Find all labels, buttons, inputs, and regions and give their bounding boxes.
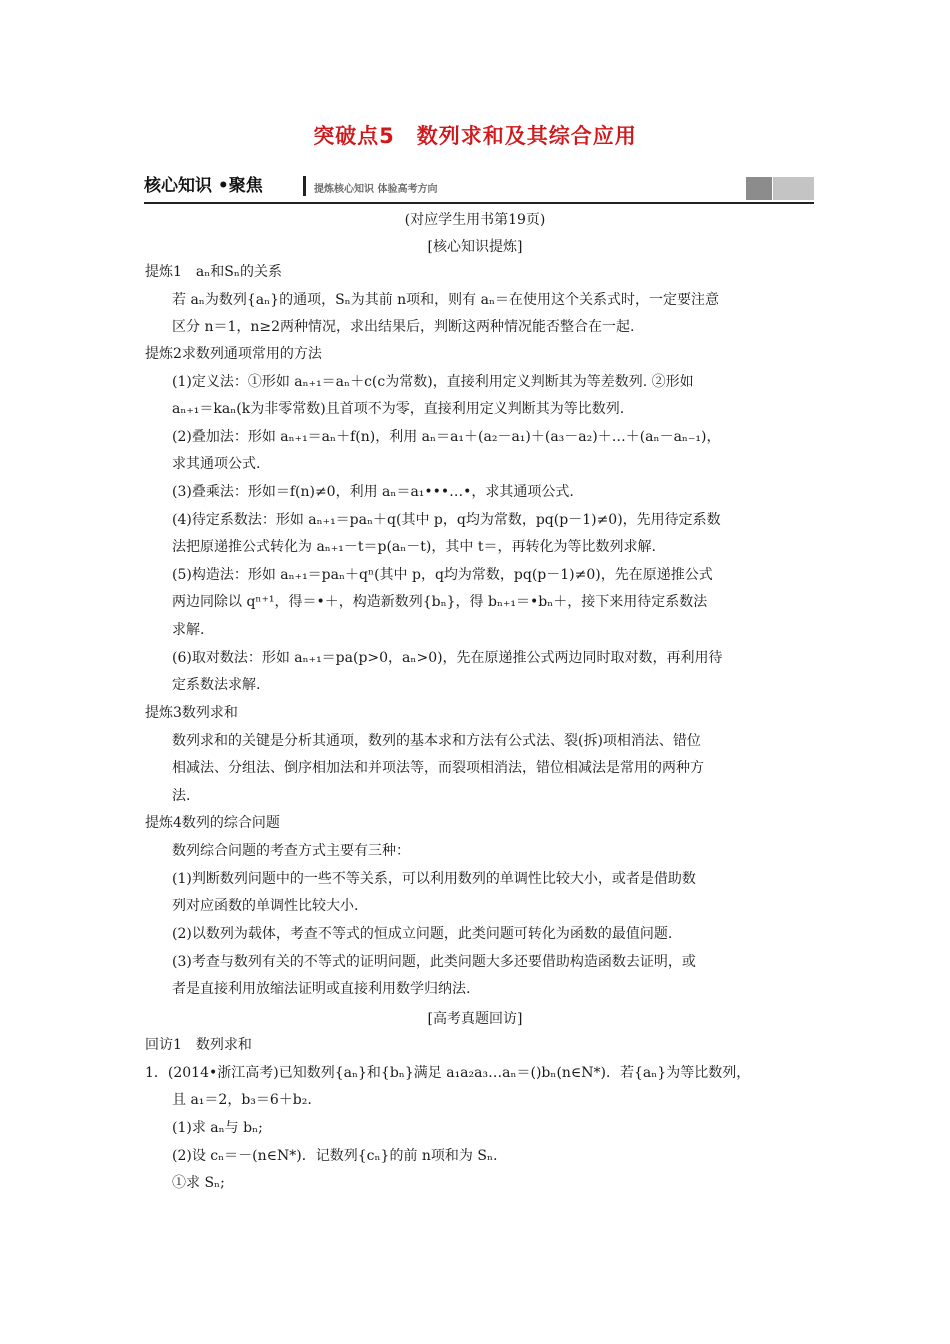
- paragraph-line: (3)考查与数列有关的不等式的证明问题，此类问题大多还要借助构造函数去证明，或: [172, 954, 696, 970]
- problem-line: 且 a₁＝2，b₃＝6＋b₂.: [172, 1092, 312, 1108]
- paragraph-line: 定系数法求解.: [172, 677, 261, 693]
- paragraph-line: 数列综合问题的考查方式主要有三种：: [172, 843, 410, 859]
- paragraph-line: 求解.: [172, 622, 205, 638]
- heading-tilian-4: 提炼4数列的综合问题: [145, 815, 280, 831]
- problem-line: (1)求 aₙ与 bₙ;: [172, 1120, 263, 1136]
- paragraph-line: (6)取对数法：形如 aₙ₊₁＝pa(p>0，aₙ>0)，先在原递推公式两边同时取对数，再利用待: [172, 650, 723, 666]
- paragraph-line: 两边同除以 qⁿ⁺¹，得＝•＋，构造新数列{bₙ}，得 bₙ₊₁＝•bₙ＋，接下来用待定系数法: [172, 594, 708, 610]
- paragraph-line: 者是直接利用放缩法证明或直接利用数学归纳法.: [172, 981, 471, 997]
- paragraph-line: 相减法、分组法、倒序相加法和并项法等，而裂项相消法，错位相减法是常用的两种方: [172, 760, 704, 776]
- paragraph-line: (1)定义法：①形如 aₙ₊₁＝aₙ＋c(c为常数)，直接利用定义判断其为等差数列. ②形如: [172, 374, 694, 390]
- paragraph-line: 区分 n＝1，n≥2两种情况，求出结果后，判断这两种情况能否整合在一起.: [172, 319, 635, 335]
- paragraph-line: 列对应函数的单调性比较大小.: [172, 898, 359, 914]
- section-heading-exam: [高考真题回访]: [427, 1011, 523, 1027]
- heading-tilian-3: 提炼3数列求和: [145, 705, 238, 721]
- paragraph-line: (2)叠加法：形如 aₙ₊₁＝aₙ＋f(n)，利用 aₙ＝a₁＋(a₂－a₁)＋(a₃－a₂)＋…＋(aₙ－aₙ₋₁)，: [172, 429, 721, 445]
- paragraph-line: (1)判断数列问题中的一些不等关系，可以利用数列的单调性比较大小，或者是借助数: [172, 871, 696, 887]
- header-bar-block-light: [773, 177, 814, 200]
- header-bar-block-dark: [746, 177, 772, 200]
- paragraph-line: (3)叠乘法：形如＝f(n)≠0，利用 aₙ＝a₁•••…•，求其通项公式.: [172, 484, 574, 500]
- paragraph-line: aₙ₊₁＝kaₙ(k为非零常数)且首项不为零，直接利用定义判断其为等比数列.: [172, 401, 625, 417]
- paragraph-line: (4)待定系数法：形如 aₙ₊₁＝paₙ＋q(其中 p，q均为常数，pq(p－1)≠0)，先用待定系数: [172, 512, 721, 528]
- paragraph-line: 数列求和的关键是分析其通项，数列的基本求和方法有公式法、裂(拆)项相消法、错位: [172, 733, 701, 749]
- heading-tilian-2: 提炼2求数列通项常用的方法: [145, 346, 322, 362]
- page-title: 突破点5 数列求和及其综合应用: [313, 124, 637, 148]
- problem-line: 1．(2014•浙江高考)已知数列{aₙ}和{bₙ}满足 a₁a₂a₃…aₙ＝()bₙ(n∈N*)．若{aₙ}为等比数列，: [145, 1065, 751, 1081]
- problem-line: ①求 Sₙ;: [172, 1175, 225, 1191]
- header-bar-sub: 提炼核心知识 体验高考方向: [314, 184, 438, 195]
- problem-line: (2)设 cₙ＝－(n∈N*)．记数列{cₙ}的前 n项和为 Sₙ.: [172, 1148, 498, 1164]
- heading-huifang-1: 回访1 数列求和: [145, 1037, 252, 1053]
- paragraph-line: 若 aₙ为数列{aₙ}的通项，Sₙ为其前 n项和，则有 aₙ＝在使用这个关系式时，一定要注意: [172, 292, 720, 308]
- header-bar-main: 核心知识 •聚焦: [144, 176, 263, 196]
- paragraph-line: (2)以数列为载体，考查不等式的恒成立问题，此类问题可转化为函数的最值问题.: [172, 926, 673, 942]
- paragraph-line: 求其通项公式.: [172, 456, 261, 472]
- section-heading-knowledge: [核心知识提炼]: [427, 239, 523, 255]
- heading-tilian-1: 提炼1 aₙ和Sₙ的关系: [145, 264, 282, 280]
- header-bar-divider: [303, 176, 306, 196]
- paragraph-line: 法.: [172, 788, 191, 804]
- page-reference: (对应学生用书第19页): [404, 212, 546, 228]
- paragraph-line: (5)构造法：形如 aₙ₊₁＝paₙ＋qⁿ(其中 p，q均为常数，pq(p－1)≠0)，先在原递推公式: [172, 567, 713, 583]
- section-header-bar: [144, 174, 814, 204]
- paragraph-line: 法把原递推公式转化为 aₙ₊₁－t＝p(aₙ－t)，其中 t＝，再转化为等比数列求解.: [172, 539, 656, 555]
